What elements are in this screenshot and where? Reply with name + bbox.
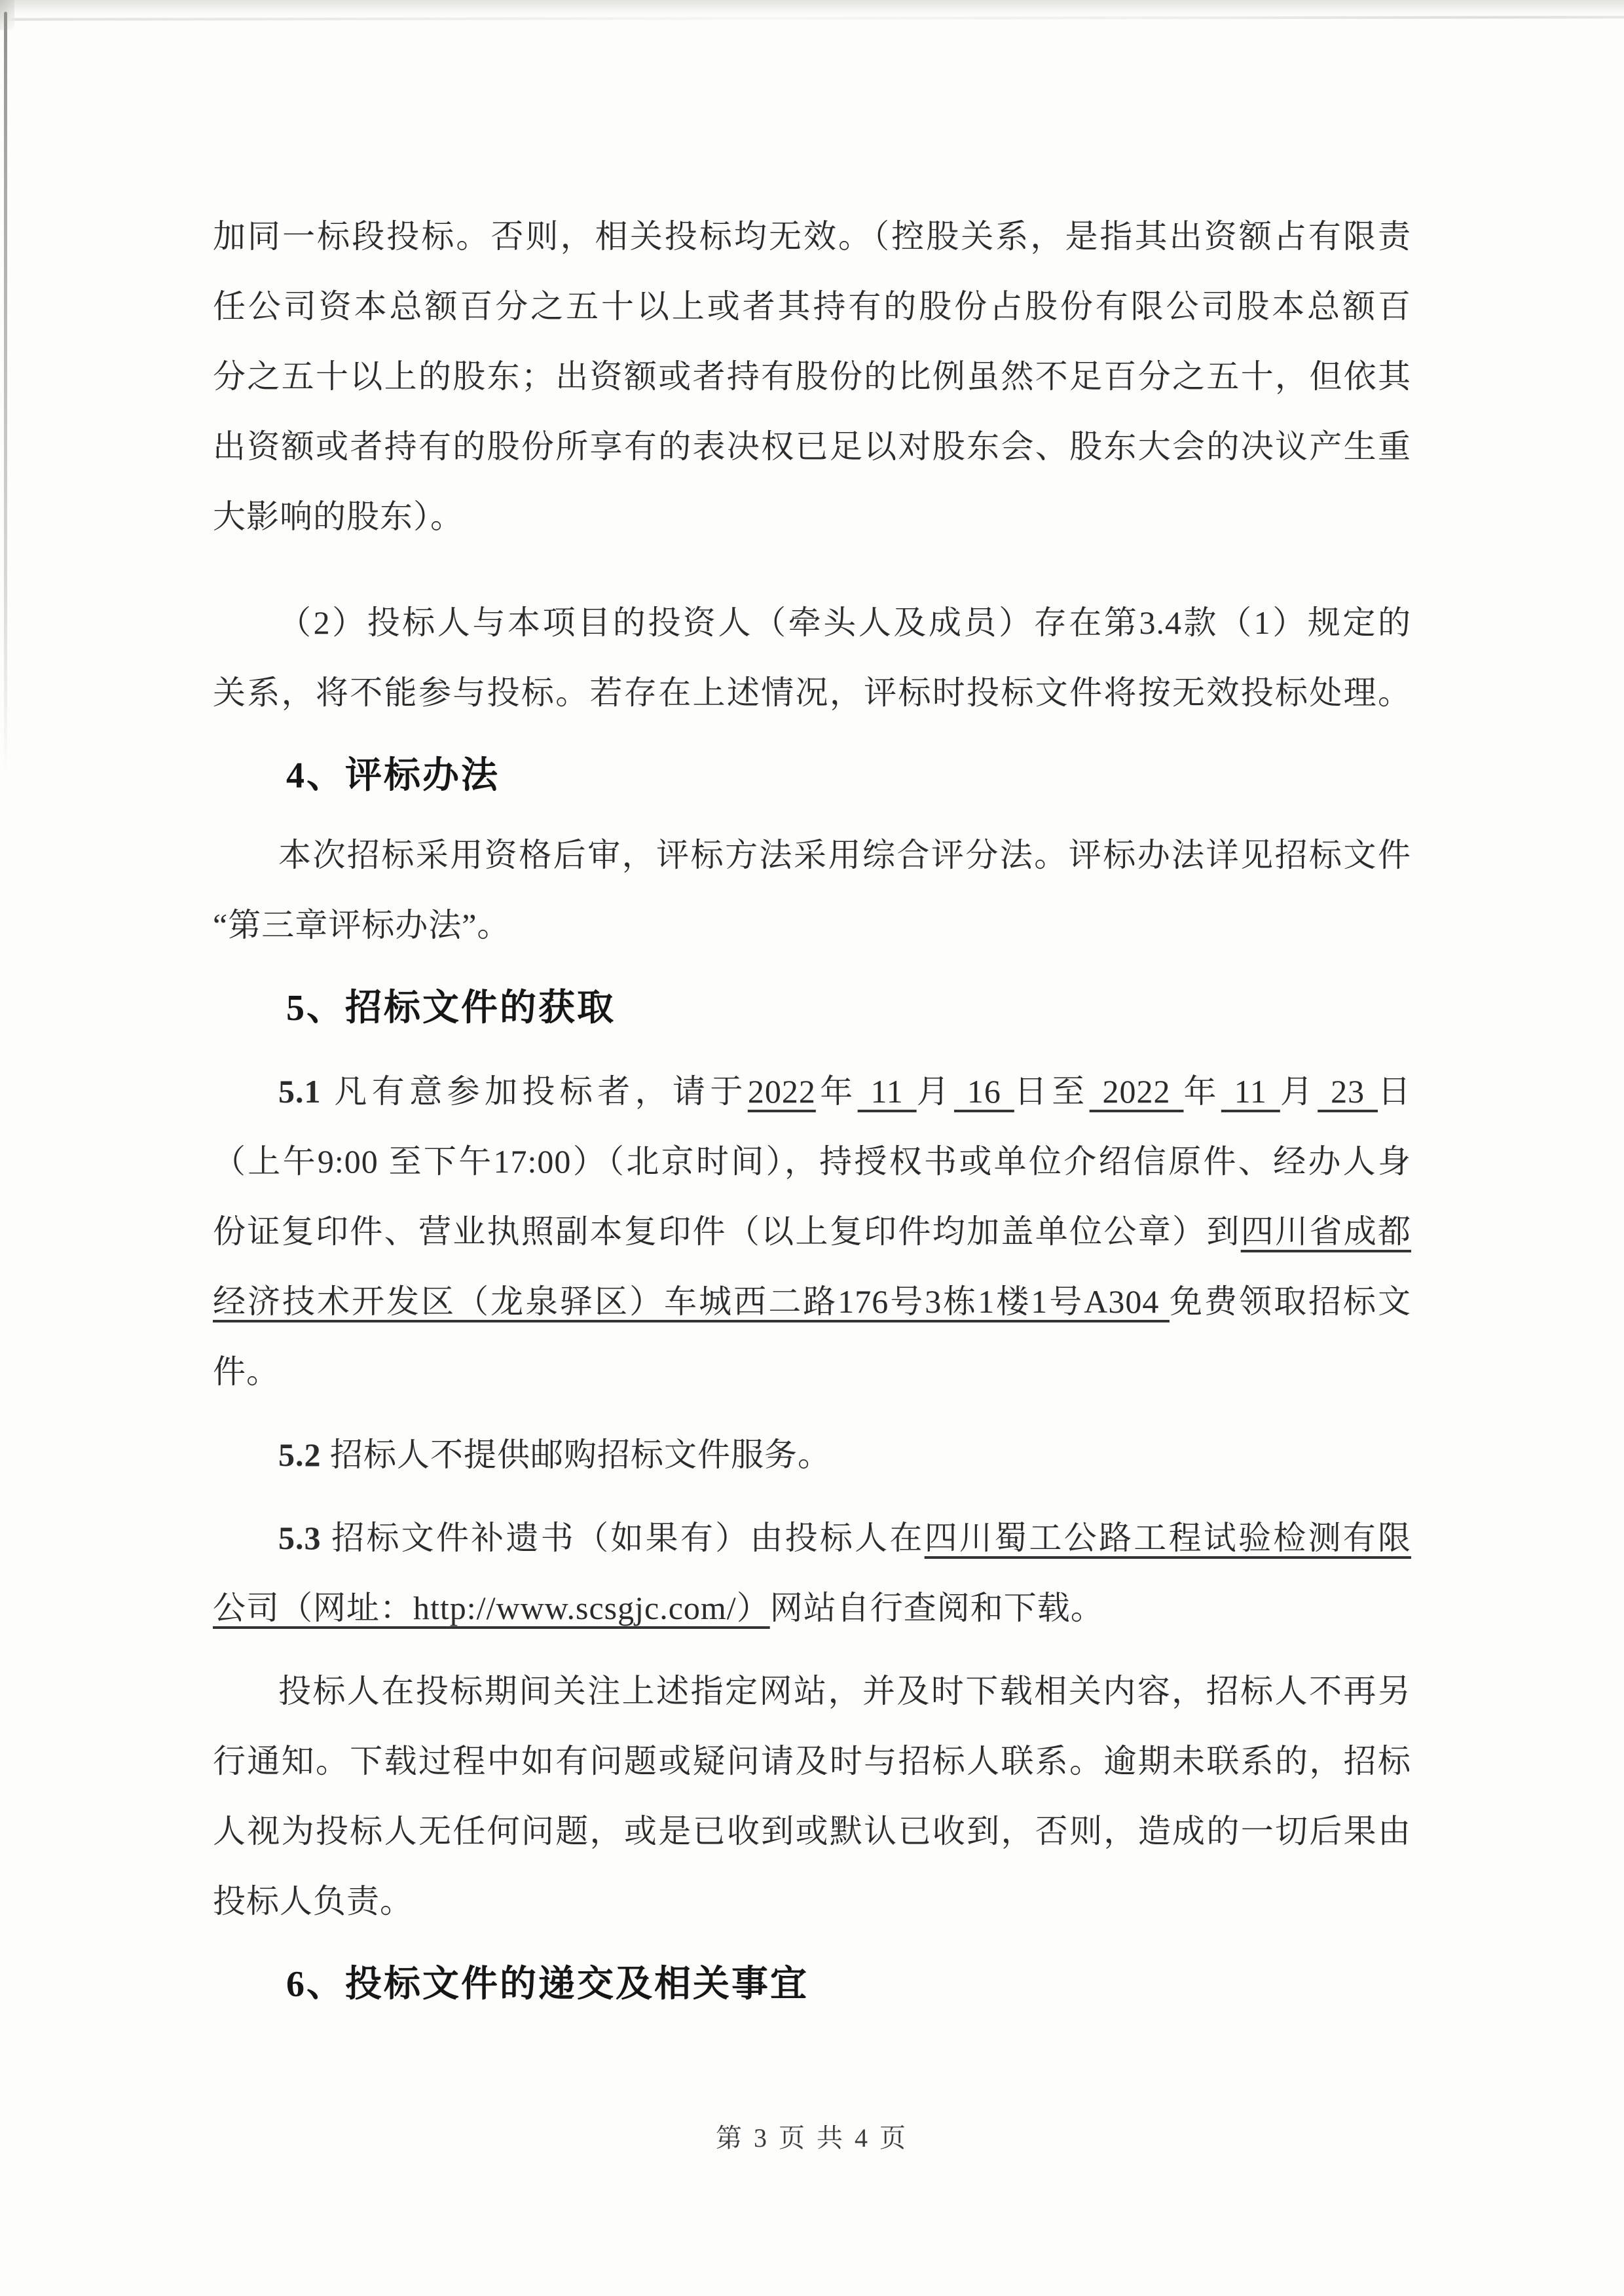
text-run: 加同一标段投标。否则，相关投标均无效。（控股关系，是指其出资额占有限责 [213,218,1411,255]
document-text-line [213,202,1411,272]
document-text-line [213,1420,1411,1490]
underlined-text: 16 [954,1073,1014,1110]
text-run: 出资额或者持有的股份所享有的表决权已足以对股东会、股东大会的决议产生重 [213,428,1411,465]
text-run: （2）投标人与本项目的投资人（牵头人及成员）存在第3.4款（1）规定的 [278,604,1411,641]
text-run: 月 [916,1073,955,1110]
document-text-line [213,482,1411,552]
document-text-line [213,1503,1411,1573]
heading-bid-submission [213,1950,1411,2020]
underlined-text: 11 [857,1073,917,1110]
document-text-line [213,1197,1411,1267]
document-text-line [213,588,1411,658]
underlined-text: 23 [1318,1073,1378,1110]
text-run: 年 [1183,1073,1221,1110]
document-text-line [213,412,1411,482]
underlined-text: 公司（网址：http://www.scsgjc.com/） [213,1590,770,1626]
clause-number: 5.1 [278,1073,322,1110]
text-run: 本次招标采用资格后审，评标方法采用综合评分法。评标办法详见招标文件 [278,837,1411,873]
underlined-text: 四川省成都 [1240,1213,1412,1250]
underlined-text: 2022 [747,1073,816,1110]
text-run: 凡有意参加投标者，请于 [321,1073,748,1110]
text-run: “第三章评标办法”。 [213,907,511,943]
clause-number: 5.3 [278,1520,322,1556]
text-run: 日至 [1014,1073,1090,1110]
document-text-line [213,1656,1411,1726]
document-text-line [213,272,1411,342]
document-text-line [213,1573,1411,1643]
text-run: 件。 [213,1353,280,1390]
text-run: 份证复印件、营业执照副本复印件（以上复印件均加盖单位公章）到 [213,1213,1241,1250]
document-text-line [213,1057,1411,1127]
heading-obtain-bid-documents [213,974,1411,1044]
text-run: 任公司资本总额百分之五十以上或者其持有的股份占股份有限公司股本总额百 [213,288,1411,325]
document-text-line [213,1127,1411,1197]
text-run: 招标文件补遗书（如果有）由投标人在 [321,1520,925,1556]
page-number-footer: 第 3 页 共 4 页 [716,2123,908,2153]
underlined-text: 四川蜀工公路工程试验检测有限 [924,1520,1412,1556]
document-text-line [213,1867,1411,1937]
text-run: 关系，将不能参与投标。若存在上述情况，评标时投标文件将按无效投标处理。 [213,674,1411,711]
document-text-line [213,658,1411,728]
text-run: 网站自行查阅和下载。 [769,1590,1104,1626]
underlined-text: 11 [1221,1073,1280,1110]
scan-artifact-left-edge [4,12,7,771]
text-run: 日 [1378,1073,1412,1110]
clause-number: 5.2 [278,1436,322,1473]
text-run: 免费领取招标文 [1169,1283,1412,1320]
document-text-line [213,1796,1411,1867]
document-text-line [213,1726,1411,1796]
text-run: 招标人不提供邮购招标文件服务。 [321,1436,831,1473]
document-text-line [213,1337,1411,1407]
text-run: 投标人在投标期间关注上述指定网站，并及时下载相关内容，招标人不再另 [278,1673,1411,1709]
document-text-line [213,820,1411,890]
text-run: 5、招标文件的获取 [286,988,616,1029]
heading-evaluation-method [213,741,1411,811]
scan-artifact-corner [0,0,14,30]
text-run: 月 [1280,1073,1318,1110]
text-run: 6、投标文件的递交及相关事宜 [286,1964,809,2005]
underlined-text: 2022 [1089,1073,1184,1110]
document-text-line [213,1267,1411,1337]
text-run: 年 [815,1073,858,1110]
underlined-text: 经济技术开发区（龙泉驿区）车城西二路176号3栋1楼1号A304 [213,1283,1170,1320]
document-body [213,202,1411,2020]
text-run: 投标人负责。 [213,1883,413,1920]
text-run: 大影响的股东）。 [213,498,464,535]
document-text-line [213,342,1411,412]
text-run: 人视为投标人无任何问题，或是已收到或默认已收到，否则，造成的一切后果由 [213,1813,1411,1850]
text-run: 行通知。下载过程中如有问题或疑问请及时与招标人联系。逾期未联系的，招标 [213,1743,1411,1779]
text-run: （上午9:00 至下午17:00）（北京时间），持授权书或单位介绍信原件、经办人身 [213,1143,1411,1180]
text-run: 4、评标办法 [286,756,500,796]
document-text-line [213,890,1411,960]
text-run: 分之五十以上的股东；出资额或者持有股份的比例虽然不足百分之五十，但依其 [213,358,1411,395]
